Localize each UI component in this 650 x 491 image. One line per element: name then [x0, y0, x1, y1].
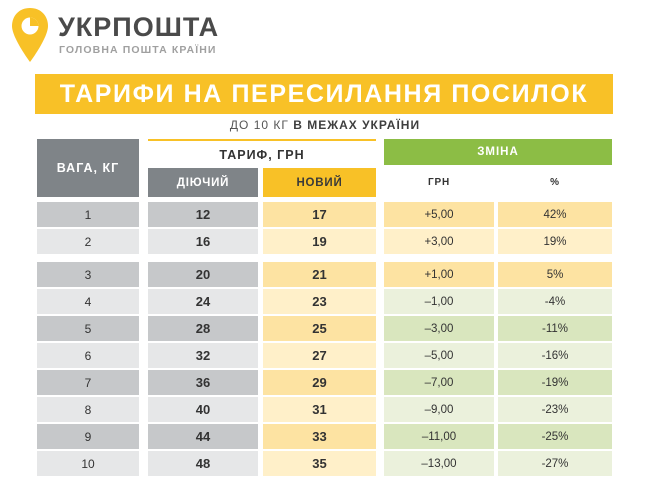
change-percent-cell: -16% [498, 343, 612, 368]
brand-tagline: ГОЛОВНА ПОШТА КРАЇНИ [59, 44, 217, 56]
new-tariff-cell: 33 [263, 424, 376, 449]
change-header: ЗМІНА [384, 139, 612, 165]
change-percent-cell: -4% [498, 289, 612, 314]
change-uah-cell: –11,00 [384, 424, 494, 449]
weight-cell: 6 [37, 343, 139, 368]
current-tariff-cell: 12 [148, 202, 258, 227]
new-tariff-cell: 27 [263, 343, 376, 368]
weight-cell: 4 [37, 289, 139, 314]
change-uah-header: ГРН [428, 177, 450, 188]
current-tariff-cell: 20 [148, 262, 258, 287]
current-tariff-cell: 24 [148, 289, 258, 314]
new-tariff-cell: 23 [263, 289, 376, 314]
change-percent-cell: -25% [498, 424, 612, 449]
new-tariff-cell: 31 [263, 397, 376, 422]
new-tariff-cell: 21 [263, 262, 376, 287]
current-tariff-cell: 32 [148, 343, 258, 368]
subtitle-prefix: ДО 10 КГ [229, 118, 289, 132]
page-title: ТАРИФИ НА ПЕРЕСИЛАННЯ ПОСИЛОК [59, 79, 589, 108]
tariff-header: ТАРИФ, ГРН [219, 148, 305, 162]
subtitle [0, 118, 650, 132]
change-uah-cell: +1,00 [384, 262, 494, 287]
change-percent-cell: 42% [498, 202, 612, 227]
change-percent-cell: -27% [498, 451, 612, 476]
current-tariff-cell: 28 [148, 316, 258, 341]
change-uah-cell: –7,00 [384, 370, 494, 395]
weight-cell: 2 [37, 229, 139, 254]
weight-cell: 10 [37, 451, 139, 476]
current-tariff-header: ДІЮЧИЙ [148, 168, 258, 197]
change-percent-cell: -11% [498, 316, 612, 341]
brand-name: УКРПОШТА [58, 12, 220, 42]
new-tariff-cell: 29 [263, 370, 376, 395]
change-percent-cell: -23% [498, 397, 612, 422]
new-tariff-header: НОВИЙ [263, 168, 376, 197]
current-tariff-cell: 36 [148, 370, 258, 395]
new-tariff-cell: 35 [263, 451, 376, 476]
current-tariff-cell: 48 [148, 451, 258, 476]
new-tariff-cell: 17 [263, 202, 376, 227]
ukrposhta-logo-icon [10, 6, 50, 64]
current-tariff-cell: 44 [148, 424, 258, 449]
subtitle-suffix: В МЕЖАХ УКРАЇНИ [293, 118, 421, 132]
change-uah-cell: –9,00 [384, 397, 494, 422]
weight-cell: 9 [37, 424, 139, 449]
weight-cell: 3 [37, 262, 139, 287]
weight-header: ВАГА, КГ [37, 139, 139, 197]
change-uah-cell: +3,00 [384, 229, 494, 254]
change-uah-cell: –3,00 [384, 316, 494, 341]
current-tariff-cell: 40 [148, 397, 258, 422]
current-tariff-cell: 16 [148, 229, 258, 254]
change-percent-header: % [550, 177, 560, 188]
change-uah-cell: –5,00 [384, 343, 494, 368]
page-title-banner [35, 74, 613, 114]
tariff-header-underline [148, 139, 376, 141]
weight-cell: 5 [37, 316, 139, 341]
weight-cell: 7 [37, 370, 139, 395]
new-tariff-cell: 25 [263, 316, 376, 341]
weight-cell: 8 [37, 397, 139, 422]
change-uah-cell: +5,00 [384, 202, 494, 227]
change-percent-cell: -19% [498, 370, 612, 395]
change-uah-cell: –13,00 [384, 451, 494, 476]
change-percent-cell: 5% [498, 262, 612, 287]
new-tariff-cell: 19 [263, 229, 376, 254]
weight-cell: 1 [37, 202, 139, 227]
change-uah-cell: –1,00 [384, 289, 494, 314]
change-percent-cell: 19% [498, 229, 612, 254]
